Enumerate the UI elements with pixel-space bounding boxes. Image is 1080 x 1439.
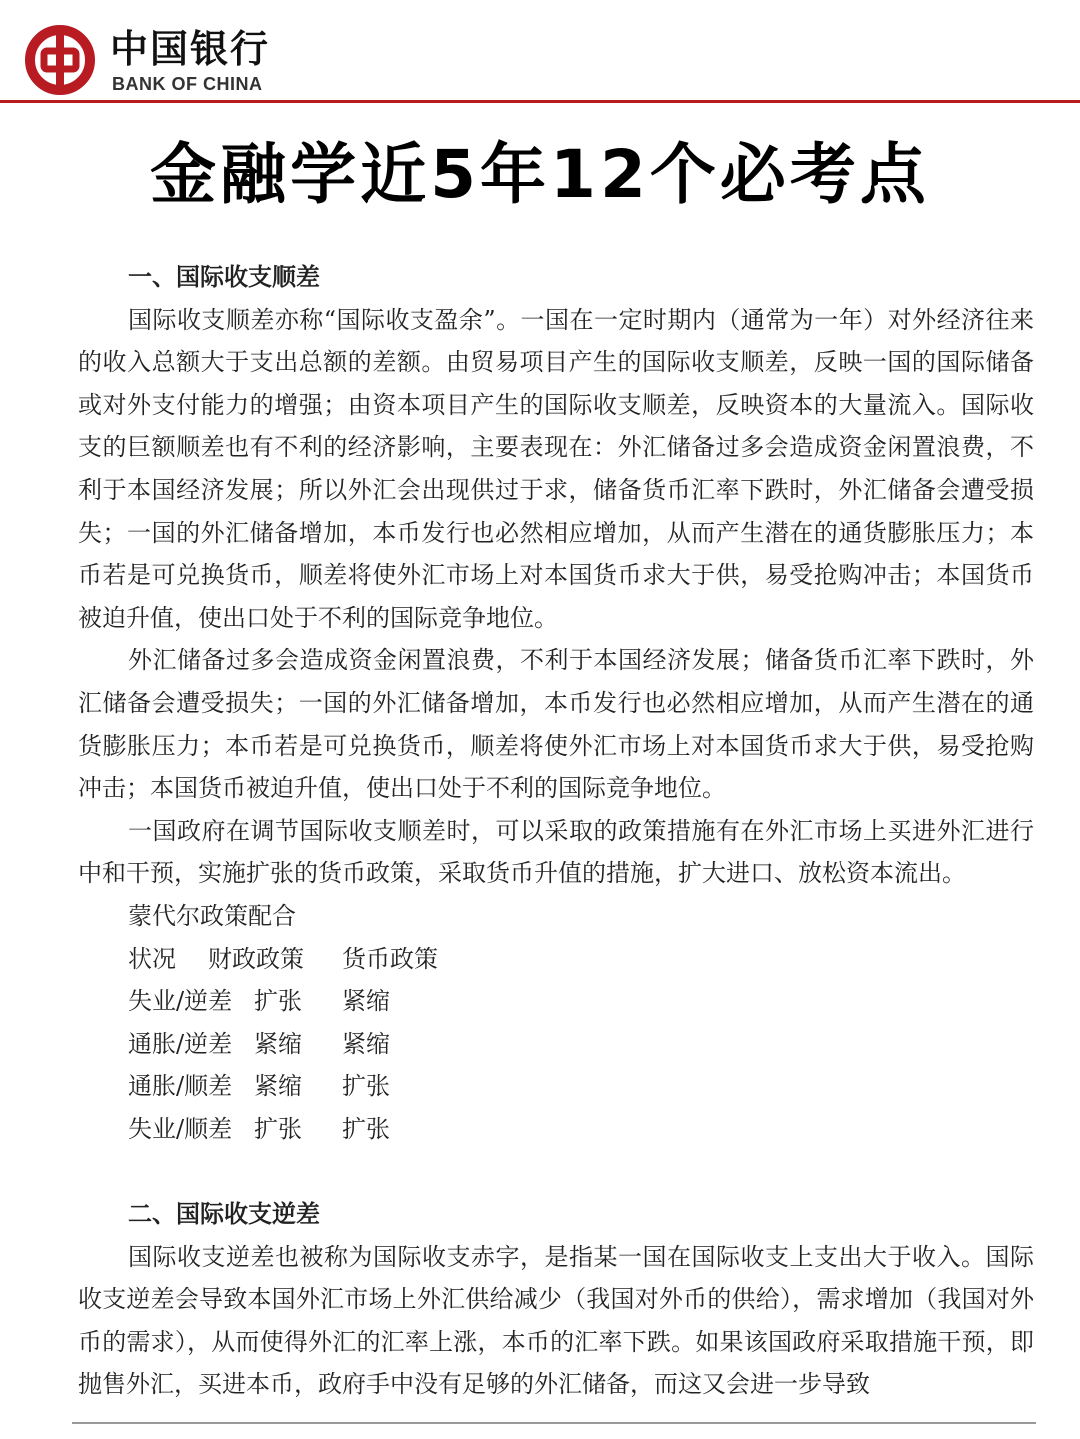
table-row [78,980,1034,1023]
table-cell: 失业/顺差 [128,1114,233,1143]
section-heading-surplus: 一、国际收支顺差 [128,262,320,291]
footer-divider [72,1422,1036,1424]
table-cell: 失业/逆差 [128,987,233,1016]
paragraph: 国际收支顺差亦称“国际收支盈余”。一国在一定时期内（通常为一年）对外经济往来的收入总额大于支出总额的差额。由贸易项目产生的国际收支顺差，反映一国的国际储备或对外支付能力的增强；由资本项目产生的国际收支顺差，反映资本的大量流入。国际收支的巨额顺差也有不利的经济影响，主要表现在：外汇储备过多会造成资金闲置浪费，不利于本国经济发展；所以外汇会出现供过于求，储备货币汇率下跌时，外汇储备会遭受损失；一国的外汇储备增加，本币发行也必然相应增加，从而产生潜在的通货膨胀压力；本币若是可兑换货币，顺差将使外汇市场上对本国货币求大于供，易受抢购冲击；本国货币被迫升值，使出口处于不利的国际竞争地位。 [78,305,1034,632]
article-body [78,256,1034,1406]
table-header-cell: 财政政策 [208,944,304,973]
header-divider [0,100,1080,103]
section-heading-deficit: 二、国际收支逆差 [128,1199,320,1229]
table-header-cell: 货币政策 [342,944,438,973]
table-row [78,1023,1034,1066]
page-header [0,0,1080,104]
table-cell: 通胀/逆差 [128,1029,233,1058]
table-cell: 扩张 [254,987,302,1016]
section-spacer [78,1150,1034,1193]
table-header-cell: 状况 [128,944,176,973]
bank-of-china-logo-icon [24,24,96,96]
table-row [78,1065,1034,1108]
logo-english-name: BANK OF CHINA [112,74,263,94]
paragraph: 外汇储备过多会造成资金闲置浪费，不利于本国经济发展；储备货币汇率下跌时，外汇储备会遭受损失；一国的外汇储备增加，本币发行也必然相应增加，从而产生潜在的通货膨胀压力；本币若是可兑换货币，顺差将使外汇市场上对本国货币求大于供，易受抢购冲击；本国货币被迫升值，使出口处于不利的国际竞争地位。 [78,646,1034,803]
table-cell: 扩张 [342,1072,390,1101]
table-cell: 扩张 [342,1114,390,1143]
table-header-row [78,938,1034,981]
table-title: 蒙代尔政策配合 [128,901,296,930]
table-cell: 紧缩 [254,1029,302,1058]
logo-chinese-name: 中国银行 [110,26,271,71]
paragraph: 一国政府在调节国际收支顺差时，可以采取的政策措施有在外汇市场上买进外汇进行中和干预，实施扩张的货币政策，采取货币升值的措施，扩大进口、放松资本流出。 [78,816,1034,888]
paragraph: 国际收支逆差也被称为国际收支赤字，是指某一国在国际收支上支出大于收入。国际收支逆差会导致本国外汇市场上外汇供给减少（我国对外币的供给），需求增加（我国对外币的需求），从而使得外汇的汇率上涨，本币的汇率下跌。如果该国政府采取措施干预，即抛售外汇，买进本币，政府手中没有足够的外汇储备，而这又会进一步导致 [78,1242,1034,1399]
table-cell: 紧缩 [254,1072,302,1101]
table-cell: 通胀/顺差 [128,1072,233,1101]
table-row [78,1108,1034,1151]
table-cell: 紧缩 [342,987,390,1016]
table-cell: 紧缩 [342,1029,390,1058]
page-title: 金融学近5年12个必考点 [150,136,930,213]
table-cell: 扩张 [254,1114,302,1143]
mundell-policy-table [78,938,1034,1151]
